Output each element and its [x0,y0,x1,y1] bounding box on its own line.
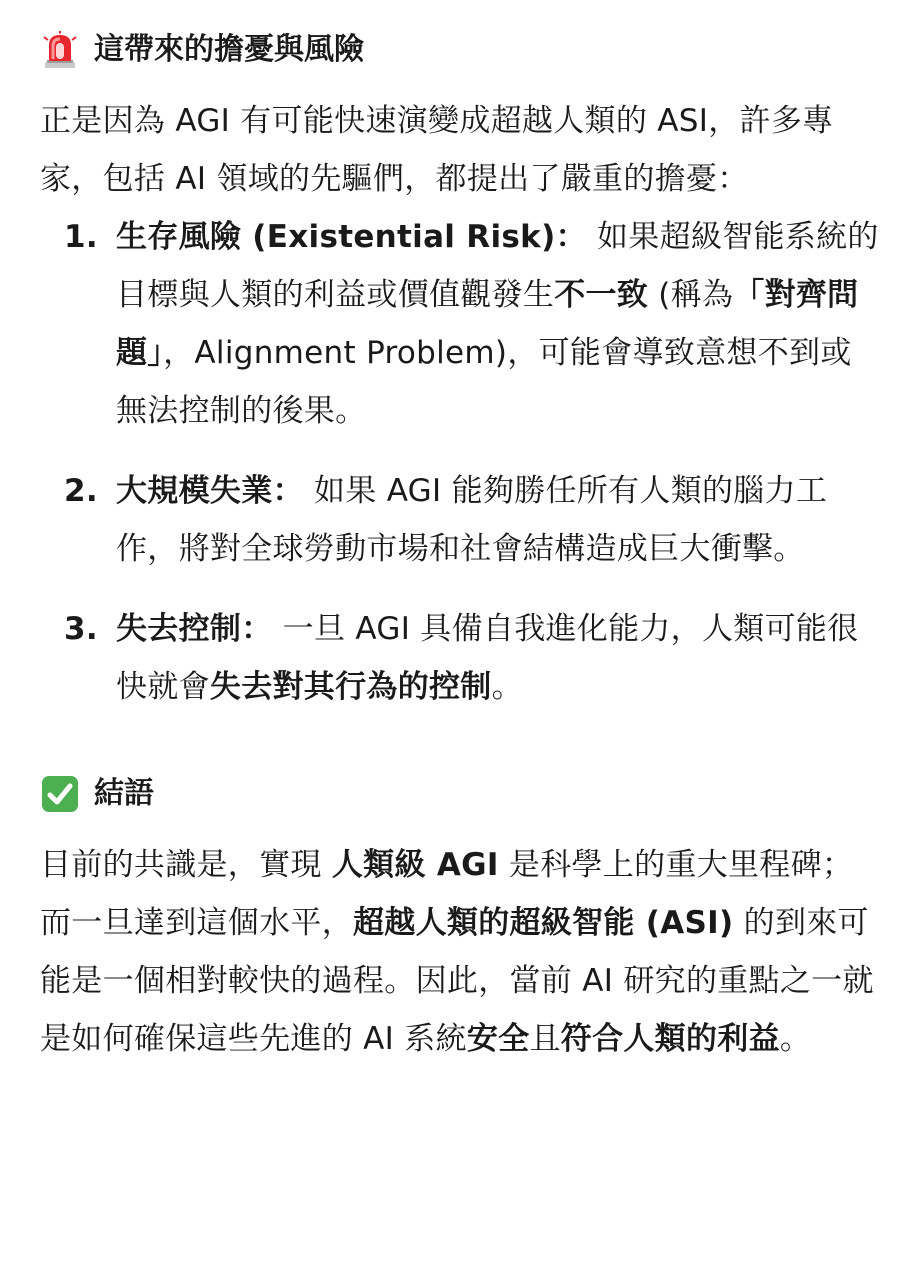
conclusion-paragraph [40,836,879,1068]
conclusion-emphasis: 符合人類的利益 [560,1021,780,1057]
risks-heading-text: 這帶來的擔憂與風險 [94,32,364,67]
list-item-text: ，Alignment Problem)，可能會導致意想不到或無法控制的後果。 [116,335,852,429]
conclusion-text: 是科學上的重大里程碑；而一旦達到這個水平， [40,847,854,941]
conclusion-emphasis: 人類級 AGI [331,847,499,883]
list-item [40,462,879,578]
conclusion-text: 目前的共識是，實現 [40,847,332,883]
list-item-text: 。 [491,669,523,705]
list-item-title: 失去控制： [116,611,273,647]
list-item-emphasis: 「對齊問題」 [116,277,859,371]
list-item-text: (稱為 [648,277,734,313]
list-item-title: 大規模失業： [116,473,304,509]
list-item [40,600,879,716]
list-item-text: 如果 AGI 能夠勝任所有人類的腦力工作，將對全球勞動市場和社會結構造成巨大衝擊。 [116,473,828,567]
conclusion-emphasis: 超越人類的超級智能 (ASI) [353,905,734,941]
list-number: 1. [64,219,98,255]
conclusion-heading-text: 結語 [94,776,154,811]
conclusion-text: 的到來可能是一個相對較快的過程。因此，當前 AI 研究的重點之一就是如何確保這些先進的 AI 系統 [40,905,874,1057]
list-item-emphasis: 失去對其行為的控制 [209,669,492,705]
conclusion-emphasis: 安全 [466,1021,530,1057]
siren-icon [40,30,80,70]
risks-heading [40,22,879,78]
list-item [40,208,879,440]
list-item-title: 生存風險 (Existential Risk)： [116,219,587,255]
conclusion-heading [40,766,879,822]
conclusion-text: 且 [529,1021,561,1057]
risks-list [40,208,879,716]
list-number: 2. [64,473,98,509]
check-mark-icon [40,774,80,814]
list-item-text: 一旦 AGI 具備自我進化能力，人類可能很快就會 [116,611,859,705]
conclusion-text: 。 [779,1021,812,1057]
list-number: 3. [64,611,98,647]
list-item-emphasis: 不一致 [554,277,649,313]
risks-intro: 正是因為 AGI 有可能快速演變成超越人類的 ASI，許多專家，包括 AI 領域的先驅們，都提出了嚴重的擔憂： [40,103,834,197]
list-item-text: 如果超級智能系統的目標與人類的利益或價值觀發生 [116,219,879,313]
